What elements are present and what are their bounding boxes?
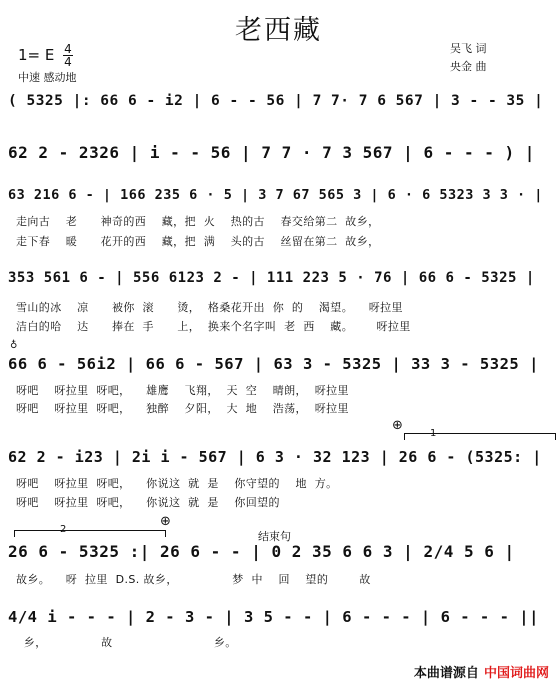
lyric-line-4a: 雪山的冰 凉 被你 滚 烫， 格桑花开出 你 的 渴望。 呀拉里 — [16, 301, 403, 314]
lyric-line-7: 故乡。 呀 拉里 D.S. 故乡， 梦 中 回 望的 故 — [16, 573, 371, 586]
music-line-5: 66 6 - 56i2 | 66 6 - 567 | 63 3 - 5325 | 33 3 - 5325 | — [8, 355, 539, 373]
music-line-7: 26 6 - 5325 :| 26 6 - - | 0 2 35 6 6 3 | 2/4 5 6 | — [8, 542, 515, 561]
time-bottom: 4 — [64, 55, 72, 69]
lyric-line-3b: 走下春 暖 花开的西 藏，把 满 头的古 丝留在第二 故乡， — [16, 235, 380, 248]
coda-label: 结束句 — [258, 530, 291, 543]
tempo-marking: 中速 感动地 — [18, 71, 77, 84]
page-title: 老西藏 — [235, 15, 322, 46]
lyric-line-5b: 呀吧 呀拉里 呀吧， 独醉 夕阳， 大 地 浩荡， 呀拉里 — [16, 402, 349, 415]
time-signature — [63, 43, 73, 68]
key-text: 1= E — [18, 46, 55, 64]
ending-bracket-1 — [404, 433, 556, 440]
music-line-2: 62 2 - 2326 | i - - 56 | 7 7 · 7 3 567 | 6 - - - ) | — [8, 143, 535, 162]
lyric-line-3a: 走向古 老 神奇的西 藏，把 火 热的古 春交给第二 故乡， — [16, 215, 380, 228]
lyric-line-4b: 洁白的哈 达 捧在 手 上， 换来个名字叫 老 西 藏。 呀拉里 — [16, 320, 411, 333]
ending-1-label: 1 — [430, 428, 437, 439]
source-footer — [414, 662, 549, 681]
lyric-line-5a: 呀吧 呀拉里 呀吧， 雄鹰 飞翔， 天 空 晴朗， 呀拉里 — [16, 384, 349, 397]
lyricist-credit: 吴飞 词 — [450, 42, 487, 55]
ending-bracket-2 — [14, 530, 166, 537]
source-prefix: 本曲谱源自 — [413, 666, 479, 681]
source-site-link[interactable]: 中国词曲网 — [483, 666, 549, 681]
lyric-line-6a: 呀吧 呀拉里 呀吧， 你说这 就 是 你守望的 地 方。 — [16, 477, 338, 490]
time-top: 4 — [64, 42, 72, 56]
lyric-line-6b: 呀吧 呀拉里 呀吧， 你说这 就 是 你回望的 — [16, 496, 280, 509]
key-signature — [18, 43, 73, 68]
music-line-1: ( 5325 |: 66 6 - i2 | 6 - - 56 | 7 7· 7 6 567 | 3 - - 35 | — [8, 93, 544, 109]
music-line-6: 62 2 - i23 | 2i i - 567 | 6 3 · 32 123 | 26 6 - (5325: | — [8, 448, 542, 466]
lyric-line-8: 乡， 故 乡。 — [16, 636, 237, 649]
ending-2-label: 2 — [60, 524, 67, 535]
music-line-4: 353 561 6 - | 556 6123 2 - | 111 223 5 · 76 | 66 6 - 5325 | — [8, 270, 535, 286]
segno-mark-1: ♁ — [10, 340, 18, 351]
coda-mark-2: ⊕ — [160, 514, 171, 529]
music-line-8: 4/4 i - - - | 2 - 3 - | 3 5 - - | 6 - - - | 6 - - - || — [8, 608, 539, 626]
composer-credit: 央金 曲 — [450, 60, 487, 73]
music-line-3: 63 216 6 - | 166 235 6 · 5 | 3 7 67 565 3 | 6 · 6 5323 3 3 · | — [8, 187, 543, 203]
coda-mark-1: ⊕ — [392, 418, 403, 433]
